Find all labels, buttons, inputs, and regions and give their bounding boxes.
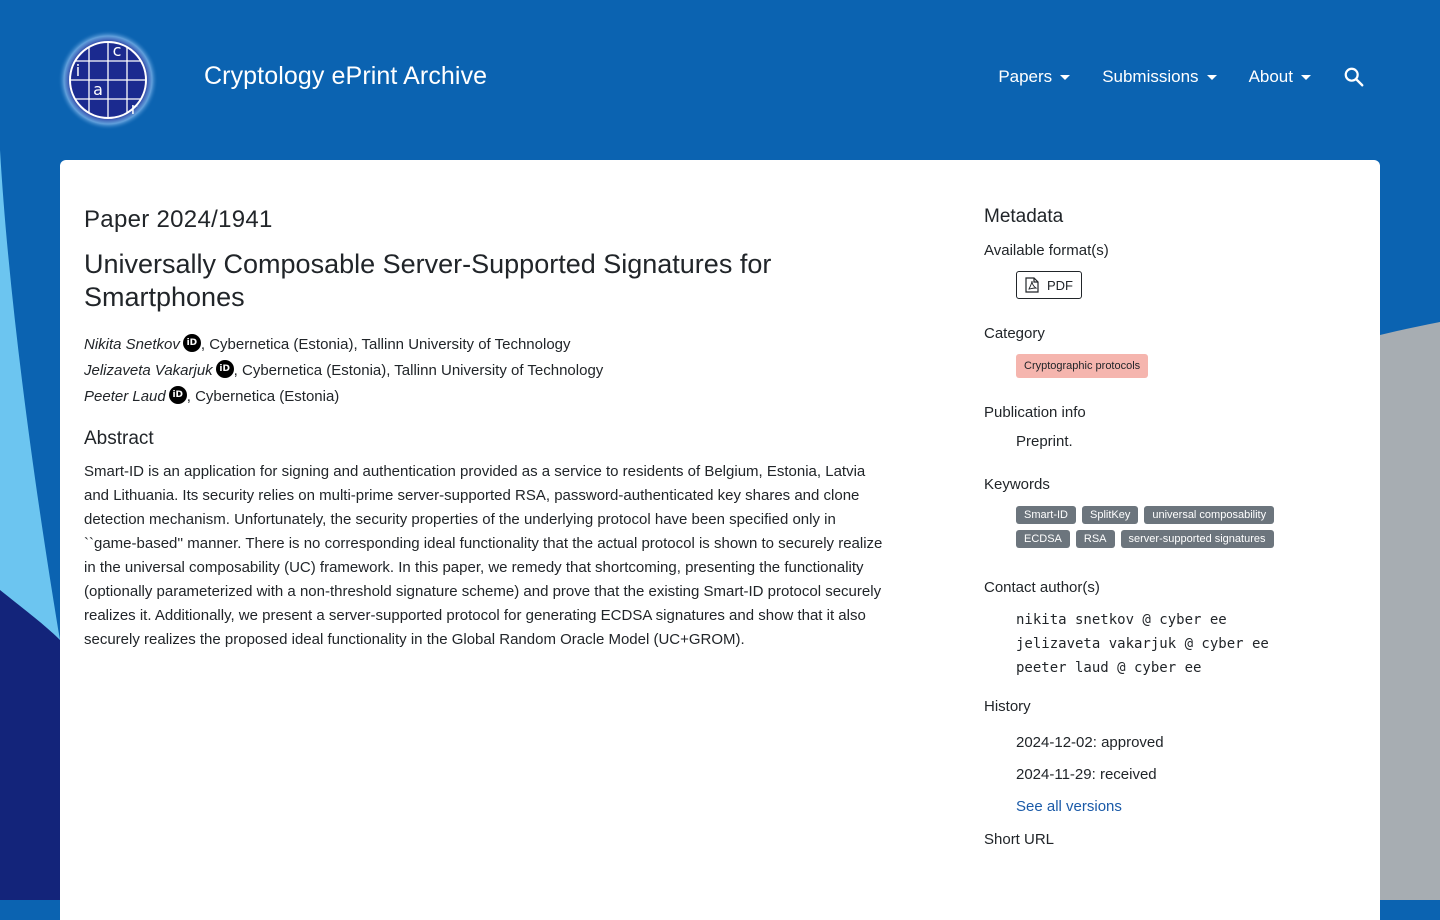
keyword-badge[interactable]: Smart-ID [1016,506,1076,524]
abstract-heading: Abstract [84,428,154,449]
pdf-file-icon [1025,277,1039,293]
iacr-logo[interactable] [58,30,158,130]
formats-label: Available format(s) [984,242,1109,259]
keyword-badge[interactable]: universal composability [1144,506,1274,524]
logo-letter-a: a [93,80,103,99]
metadata-sidebar [984,206,1356,860]
contact-email: nikita snetkov @ cyber ee [1016,612,1227,628]
paper-title: Universally Composable Server-Supported Signatures for Smartphones [84,249,772,312]
history-label: History [984,698,1031,715]
contact-email: peeter laud @ cyber ee [1016,660,1202,676]
contact-email: jelizaveta vakarjuk @ cyber ee [1016,636,1269,652]
nav-submissions-dropdown[interactable] [1102,67,1216,87]
nav-papers-dropdown[interactable] [998,67,1070,87]
pubinfo-label: Publication info [984,404,1086,421]
search-icon[interactable] [1343,66,1365,88]
author-line [84,332,884,358]
nav-papers-label: Papers [998,67,1053,86]
author-name[interactable]: Peeter Laud [84,388,166,405]
category-badge[interactable]: Cryptographic protocols [1016,354,1148,378]
orcid-icon[interactable]: iD [216,360,234,378]
author-affiliation: , Cybernetica (Estonia), Tallinn University of Technology [233,362,604,379]
author-affiliation: , Cybernetica (Estonia) [186,388,340,405]
logo-letter-i: i [75,61,81,80]
keyword-list [1016,505,1316,553]
keyword-badge[interactable]: ECDSA [1016,530,1070,548]
nav-about-dropdown[interactable] [1249,67,1311,87]
content-card [60,160,1380,920]
abstract-text: Smart-ID is an application for signing and authentication provided as a service to residents of Belgium, Estonia, Latvia and Lithuania. Its security relies on multi-prime server-supported RSA, password-authenticated key shares and clone detection mechanism. Unfortunately, the security properties of the underlying protocol have been specified only in ``game-based'' manner. There is no corresponding ideal functionality that the actual protocol is shown to securely realize in the universal composability (UC) framework. In this paper, we remedy that shortcoming, presenting the functionality (optionally parameterized with a non-threshold signature scheme) and prove that the existing Smart-ID protocol securely realizes it. Additionally, we present a server-supported protocol for generating ECDSA signatures and show that it also securely realizes the proposed ideal functionality in the Global Random Oracle Model (UC+GROM). [84,463,883,648]
author-line [84,384,884,410]
caret-down-icon [1207,75,1217,80]
logo-letter-r: r [130,99,138,118]
logo-letter-c: c [112,41,122,60]
author-name[interactable]: Jelizaveta Vakarjuk [84,362,213,379]
history-list [984,727,1356,823]
main-nav [966,66,1365,88]
nav-submissions-label: Submissions [1102,67,1199,86]
see-all-versions-link[interactable]: See all versions [1016,798,1122,815]
keyword-badge[interactable]: RSA [1076,530,1115,548]
author-line [84,358,884,384]
site-header [0,0,1440,160]
paper-main [84,206,884,652]
contact-list [984,608,1356,680]
author-name[interactable]: Nikita Snetkov [84,336,180,353]
pdf-download-button[interactable] [1016,271,1082,299]
metadata-heading: Metadata [984,206,1064,227]
caret-down-icon [1060,75,1070,80]
paper-id: Paper 2024/1941 [84,206,273,233]
category-label: Category [984,325,1045,342]
site-title[interactable]: Cryptology ePrint Archive [204,62,488,90]
pubinfo-value: Preprint. [1016,433,1073,450]
keyword-badge[interactable]: SplitKey [1082,506,1138,524]
contact-label: Contact author(s) [984,579,1100,596]
pdf-label: PDF [1047,277,1073,293]
author-affiliation: , Cybernetica (Estonia), Tallinn University of Technology [200,336,571,353]
nav-about-label: About [1248,67,1293,86]
orcid-icon[interactable]: iD [183,334,201,352]
short-url-label: Short URL [984,831,1055,848]
caret-down-icon [1301,75,1311,80]
history-item: 2024-12-02: approved [1016,734,1164,751]
orcid-icon[interactable]: iD [169,386,187,404]
history-item: 2024-11-29: received [1016,766,1157,783]
keyword-badge[interactable]: server-supported signatures [1121,530,1274,548]
keywords-label: Keywords [984,476,1050,493]
